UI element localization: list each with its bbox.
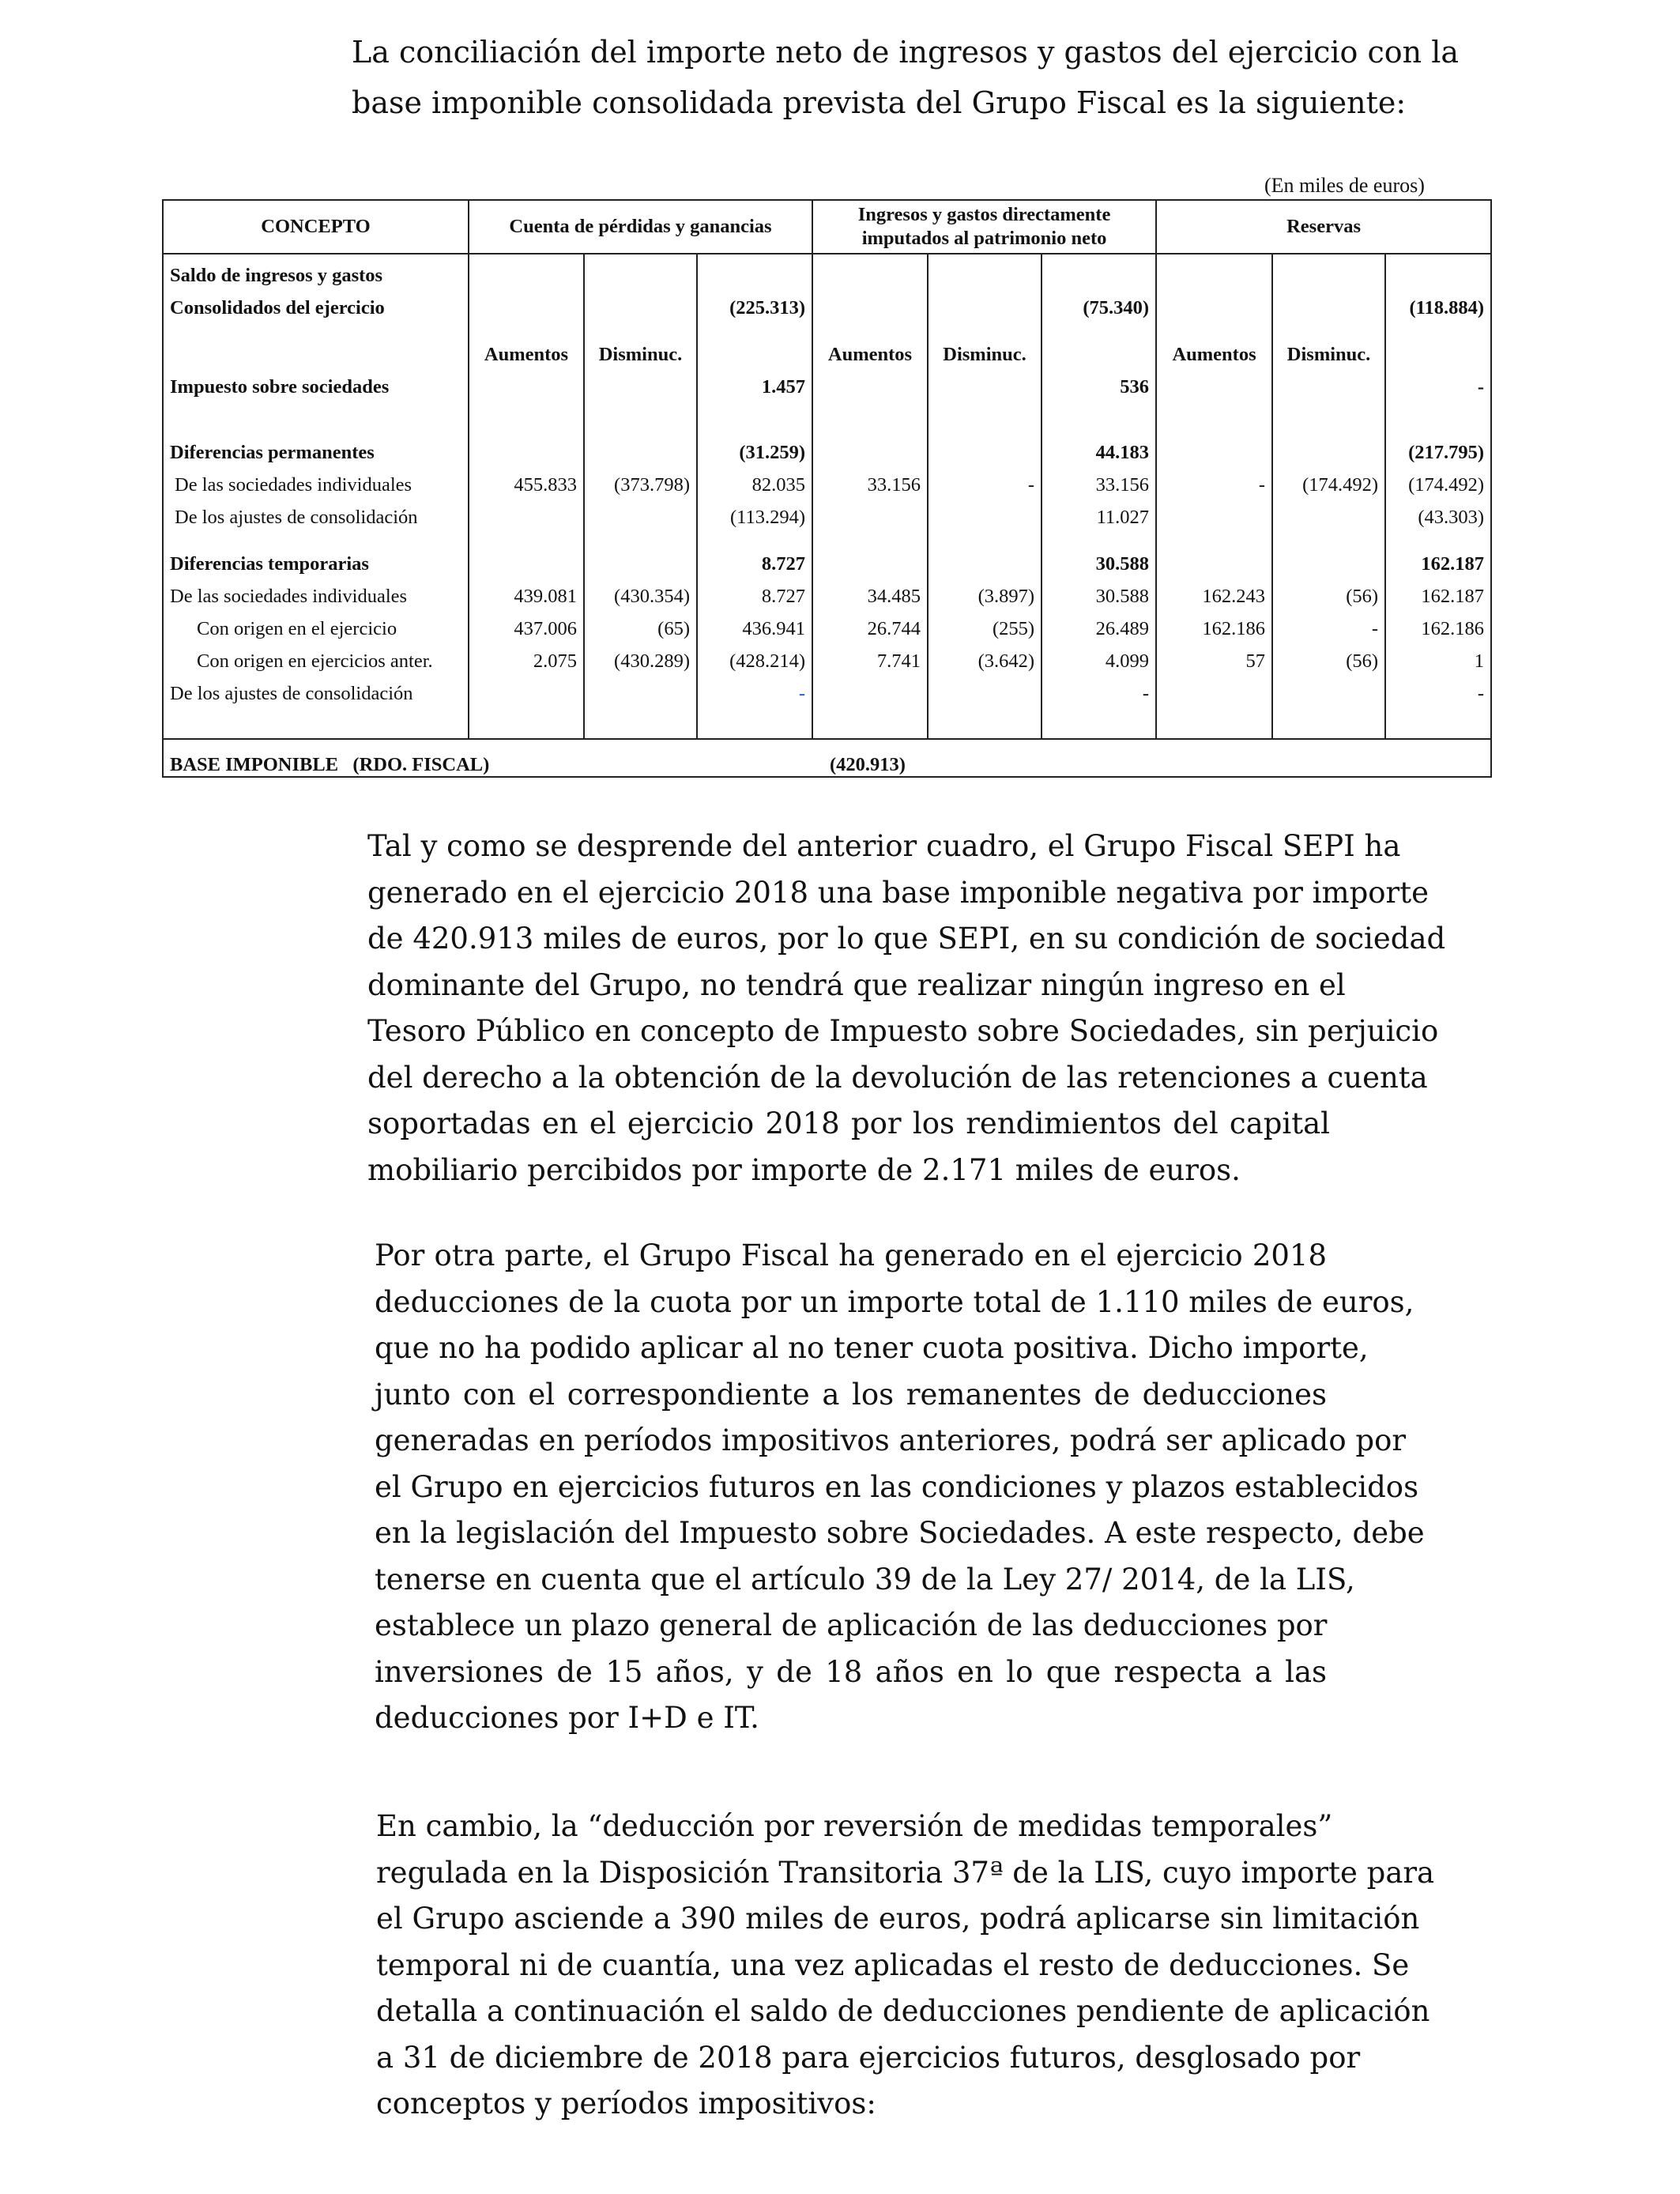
impuesto-label: Impuesto sobre sociedades xyxy=(163,366,469,398)
table-row xyxy=(163,432,1491,464)
paragraph-line: detalla a continuación el saldo de deducciones pendiente de aplicación xyxy=(376,1994,1430,2028)
paragraph-line: generadas en períodos impositivos anteriores, podrá ser aplicado por xyxy=(375,1423,1407,1457)
cell: (3.897) xyxy=(928,575,1042,608)
impuesto-pyg: 1.457 xyxy=(697,366,812,398)
cell: - xyxy=(1272,608,1385,640)
tax-reconciliation-table xyxy=(162,199,1492,778)
paragraph-line: deducciones por I+D e IT. xyxy=(375,1701,759,1735)
paragraph-line: del derecho a la obtención de la devolución de las retenciones a cuenta xyxy=(367,1060,1428,1095)
cell: 439.081 xyxy=(469,575,584,608)
table-row xyxy=(163,608,1491,640)
subheader-aumentos: Aumentos xyxy=(1156,334,1272,366)
cell: 33.156 xyxy=(1042,464,1156,496)
impuesto-patrimonio: 536 xyxy=(1042,366,1156,398)
paragraph-line: En cambio, la “deducción por reversión de medidas temporales” xyxy=(376,1809,1333,1843)
cell: (373.798) xyxy=(584,464,697,496)
row-label: Con origen en ejercicios anter. xyxy=(163,640,469,673)
cell: 455.833 xyxy=(469,464,584,496)
cell: 33.156 xyxy=(812,464,928,496)
cell: (174.492) xyxy=(1385,464,1491,496)
cell: 2.075 xyxy=(469,640,584,673)
cell: - xyxy=(697,673,812,705)
cell: (174.492) xyxy=(1272,464,1385,496)
paragraph-line: dominante del Grupo, no tendrá que realizar ningún ingreso en el xyxy=(367,967,1346,1002)
cell: 11.027 xyxy=(1042,496,1156,529)
cell: (43.303) xyxy=(1385,496,1491,529)
cell: - xyxy=(1156,464,1272,496)
subheader-disminuc: Disminuc. xyxy=(1272,334,1385,366)
cell: 4.099 xyxy=(1042,640,1156,673)
base-imponible-value: (420.913) xyxy=(812,739,1491,777)
table-row xyxy=(163,575,1491,608)
table-row xyxy=(163,673,1491,705)
table-row xyxy=(163,496,1491,529)
intro-line: La conciliación del importe neto de ingresos y gastos del ejercicio con la xyxy=(352,35,1460,70)
cell: - xyxy=(928,464,1042,496)
cell: 57 xyxy=(1156,640,1272,673)
paragraph-line: a 31 de diciembre de 2018 para ejercicios futuros, desglosado por xyxy=(376,2040,1361,2075)
cell: 162.186 xyxy=(1156,608,1272,640)
saldo-reservas: (118.884) xyxy=(1385,287,1491,319)
paragraph-line: inversiones de 15 años, y de 18 años en lo que respecta a las xyxy=(375,1654,1327,1689)
saldo-label-2: Consolidados del ejercicio xyxy=(163,287,469,319)
table-row xyxy=(163,287,1491,319)
paragraph-line: establece un plazo general de aplicación de las deducciones por xyxy=(375,1608,1328,1642)
cell: 1 xyxy=(1385,640,1491,673)
row-label: De las sociedades individuales xyxy=(163,575,469,608)
cell: 30.588 xyxy=(1042,575,1156,608)
cell: (255) xyxy=(928,608,1042,640)
subheader-disminuc: Disminuc. xyxy=(928,334,1042,366)
base-imponible-row xyxy=(163,739,1491,777)
dif-temp-patrimonio: 30.588 xyxy=(1042,543,1156,575)
intro-text xyxy=(352,27,1460,128)
cell: 437.006 xyxy=(469,608,584,640)
header-patrimonio: Ingresos y gastos directamente imputados al patrimonio neto xyxy=(812,200,1156,254)
table-row xyxy=(163,464,1491,496)
table-row xyxy=(163,366,1491,398)
dif-temp-pyg: 8.727 xyxy=(697,543,812,575)
paragraph-line: mobiliario percibidos por importe de 2.171 miles de euros. xyxy=(367,1152,1241,1187)
cell: 82.035 xyxy=(697,464,812,496)
dif-perm-pyg: (31.259) xyxy=(697,432,812,464)
subheader-disminuc: Disminuc. xyxy=(584,334,697,366)
paragraph-line: generado en el ejercicio 2018 una base imponible negativa por importe xyxy=(367,875,1430,910)
paragraph-line: tenerse en cuenta que el artículo 39 de la Ley 27/ 2014, de la LIS, xyxy=(375,1562,1355,1596)
table-row xyxy=(163,254,1491,287)
paragraph-line: Tal y como se desprende del anterior cuadro, el Grupo Fiscal SEPI ha xyxy=(367,829,1401,863)
header-concepto: CONCEPTO xyxy=(163,200,469,254)
dif-perm-reservas: (217.795) xyxy=(1385,432,1491,464)
paragraph-line: deducciones de la cuota por un importe total de 1.110 miles de euros, xyxy=(375,1284,1414,1319)
subheader-aumentos: Aumentos xyxy=(469,334,584,366)
cell: (56) xyxy=(1272,640,1385,673)
dif-temp-reservas: 162.187 xyxy=(1385,543,1491,575)
cell: 162.243 xyxy=(1156,575,1272,608)
cell: (113.294) xyxy=(697,496,812,529)
table-row xyxy=(163,640,1491,673)
cell: (428.214) xyxy=(697,640,812,673)
cell: 26.489 xyxy=(1042,608,1156,640)
row-label: De los ajustes de consolidación xyxy=(163,673,469,705)
dif-temp-label: Diferencias temporarias xyxy=(163,543,469,575)
impuesto-reservas: - xyxy=(1385,366,1491,398)
cell: (65) xyxy=(584,608,697,640)
table-header-row xyxy=(163,200,1491,254)
table-row xyxy=(163,543,1491,575)
cell: 8.727 xyxy=(697,575,812,608)
row-label: De los ajustes de consolidación xyxy=(163,496,469,529)
paragraph-line: regulada en la Disposición Transitoria 37ª de la LIS, cuyo importe para xyxy=(376,1855,1435,1890)
dif-perm-patrimonio: 44.183 xyxy=(1042,432,1156,464)
cell: (430.289) xyxy=(584,640,697,673)
row-label: Con origen en el ejercicio xyxy=(163,608,469,640)
subheader-aumentos: Aumentos xyxy=(812,334,928,366)
cell: 436.941 xyxy=(697,608,812,640)
intro-line: base imponible consolidada prevista del Grupo Fiscal es la siguiente: xyxy=(352,85,1407,120)
base-imponible-label: BASE IMPONIBLE (RDO. FISCAL) xyxy=(163,739,812,777)
paragraph-line: el Grupo en ejercicios futuros en las condiciones y plazos establecidos xyxy=(375,1469,1419,1504)
paragraph-2 xyxy=(375,1233,1425,1742)
saldo-pyg: (225.313) xyxy=(697,287,812,319)
cell: 34.485 xyxy=(812,575,928,608)
cell: 162.187 xyxy=(1385,575,1491,608)
paragraph-line: junto con el correspondiente a los remanentes de deducciones xyxy=(375,1377,1327,1412)
dif-perm-label: Diferencias permanentes xyxy=(163,432,469,464)
cell: 26.744 xyxy=(812,608,928,640)
cell: (56) xyxy=(1272,575,1385,608)
subheader-row xyxy=(163,334,1491,366)
paragraph-1 xyxy=(367,824,1446,1193)
paragraph-line: Por otra parte, el Grupo Fiscal ha generado en el ejercicio 2018 xyxy=(375,1238,1327,1272)
paragraph-3 xyxy=(376,1804,1435,2128)
cell: (430.354) xyxy=(584,575,697,608)
cell: - xyxy=(1385,673,1491,705)
header-reservas: Reservas xyxy=(1156,200,1491,254)
paragraph-line: soportadas en el ejercicio 2018 por los rendimientos del capital xyxy=(367,1106,1330,1140)
paragraph-line: Tesoro Público en concepto de Impuesto sobre Sociedades, sin perjuicio xyxy=(367,1014,1439,1048)
header-pyg: Cuenta de pérdidas y ganancias xyxy=(469,200,812,254)
cell: 7.741 xyxy=(812,640,928,673)
cell: 162.186 xyxy=(1385,608,1491,640)
paragraph-line: que no ha podido aplicar al no tener cuota positiva. Dicho importe, xyxy=(375,1331,1369,1365)
paragraph-line: de 420.913 miles de euros, por lo que SEPI, en su condición de sociedad xyxy=(367,922,1446,956)
paragraph-line: conceptos y períodos impositivos: xyxy=(376,2087,876,2120)
cell: (3.642) xyxy=(928,640,1042,673)
unit-note: (En miles de euros) xyxy=(1264,174,1425,197)
paragraph-line: el Grupo asciende a 390 miles de euros, podrá aplicarse sin limitación xyxy=(376,1902,1420,1936)
paragraph-line: en la legislación del Impuesto sobre Sociedades. A este respecto, debe xyxy=(375,1516,1425,1550)
cell: - xyxy=(1042,673,1156,705)
row-label: De las sociedades individuales xyxy=(163,464,469,496)
saldo-patrimonio: (75.340) xyxy=(1042,287,1156,319)
saldo-label-1: Saldo de ingresos y gastos xyxy=(163,254,469,287)
paragraph-line: temporal ni de cuantía, una vez aplicadas el resto de deducciones. Se xyxy=(376,1947,1410,1982)
